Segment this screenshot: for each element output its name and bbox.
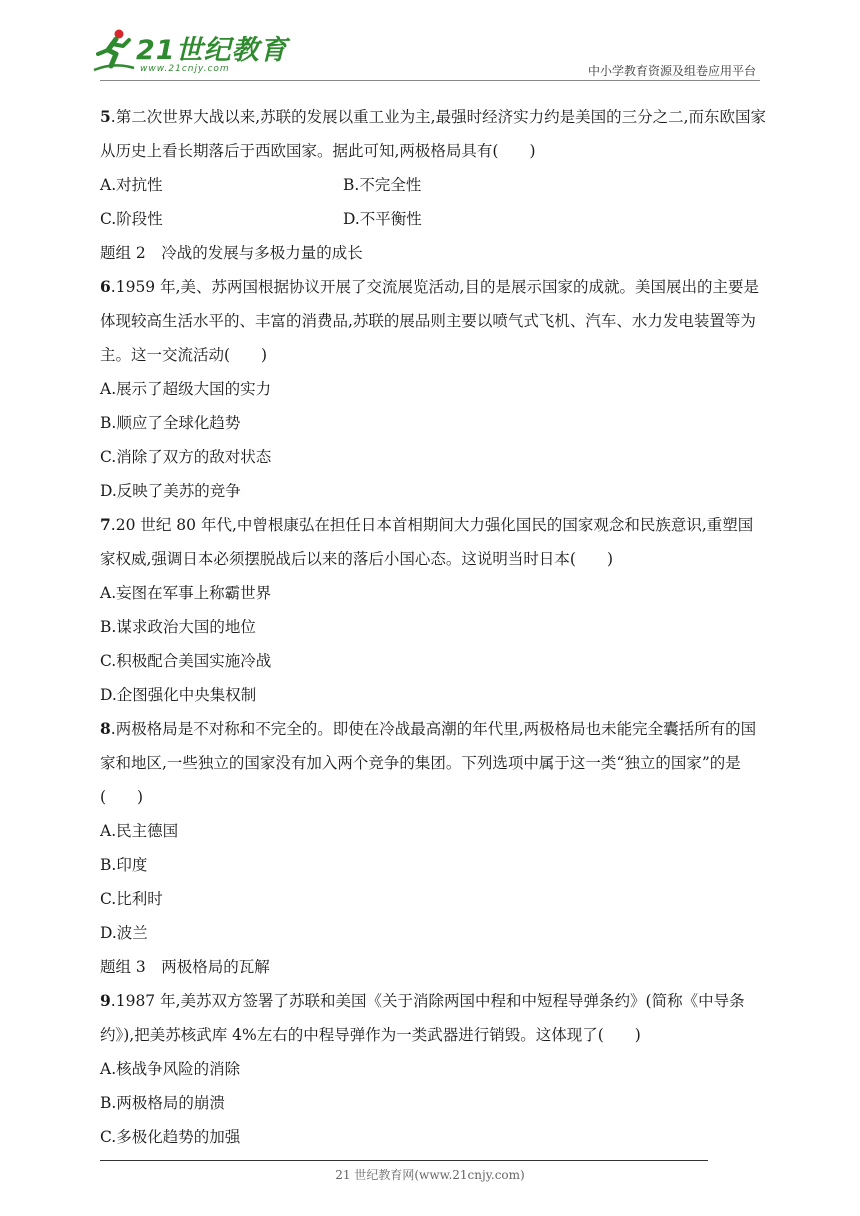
logo-title: 21世纪教育: [136, 35, 288, 66]
site-logo[interactable]: [92, 26, 288, 80]
option-d: D.企图强化中央集权制: [100, 686, 257, 704]
question-8: [100, 712, 768, 950]
option-a: A.核战争风险的消除: [100, 1060, 241, 1078]
option-d: D.反映了美苏的竞争: [100, 482, 241, 500]
option-d: D.不平衡性: [343, 210, 422, 228]
option-b: B.两极格局的崩溃: [100, 1094, 225, 1112]
runner-logo-icon: [92, 28, 136, 74]
option-c: C.积极配合美国实施冷战: [100, 652, 272, 670]
question-number: 8: [100, 719, 111, 738]
platform-name: 中小学教育资源及组卷应用平台: [587, 64, 756, 78]
question-6-stem: [100, 270, 768, 372]
question-6: [100, 270, 768, 508]
options-row: [100, 168, 768, 202]
option-a: A.妄图在军事上称霸世界: [100, 584, 272, 602]
option-b: B.顺应了全球化趋势: [100, 414, 241, 432]
logo-url: www.21cnjy.com: [140, 64, 230, 74]
question-9: [100, 984, 768, 1154]
footer-divider: [100, 1160, 708, 1161]
option-b: B.印度: [100, 856, 148, 874]
question-7-stem: [100, 508, 768, 576]
question-5: [100, 100, 768, 236]
header-divider: [100, 80, 760, 81]
option-d: D.波兰: [100, 924, 148, 942]
question-number: 6: [100, 277, 111, 296]
question-number: 7: [100, 515, 111, 534]
option-c: C.多极化趋势的加强: [100, 1128, 241, 1146]
option-a: A.民主德国: [100, 822, 179, 840]
question-text: .两极格局是不对称和不完全的。即使在冷战最高潮的年代里,两极格局也未能完全囊括所有的国家和地区,一些独立的国家没有加入两个竞争的集团。下列选项中属于这一类“独立的国家”的是( ): [100, 720, 757, 806]
question-7: [100, 508, 768, 712]
option-a: A.对抗性: [100, 176, 163, 194]
question-number: 5: [100, 107, 111, 126]
question-9-stem: [100, 984, 768, 1052]
question-text: .20 世纪 80 年代,中曾根康弘在担任日本首相期间大力强化国民的国家观念和民族意识,重塑国家权威,强调日本必须摆脱战后以来的落后小国心态。这说明当时日本( ): [100, 516, 754, 568]
group-3-heading: 题组 3 两极格局的瓦解: [100, 958, 270, 976]
question-number: 9: [100, 991, 111, 1010]
group-2-heading: 题组 2 冷战的发展与多极力量的成长: [100, 244, 363, 262]
option-a: A.展示了超级大国的实力: [100, 380, 272, 398]
question-8-stem: [100, 712, 768, 814]
question-list: [100, 100, 768, 1154]
question-5-stem: [100, 100, 768, 168]
option-b: B.不完全性: [343, 176, 422, 194]
options-row: [100, 202, 768, 236]
question-text: .1959 年,美、苏两国根据协议开展了交流展览活动,目的是展示国家的成就。美国展出的主要是体现较高生活水平的、丰富的消费品,苏联的展品则主要以喷气式飞机、汽车、水力发电装置等为主。这一交流活动( ): [100, 278, 759, 364]
option-c: C.消除了双方的敌对状态: [100, 448, 272, 466]
page-footer: 21 世纪教育网(www.21cnjy.com): [335, 1168, 525, 1182]
page-header: [0, 0, 860, 90]
option-c: C.阶段性: [100, 210, 163, 228]
question-text: .第二次世界大战以来,苏联的发展以重工业为主,最强时经济实力约是美国的三分之二,而东欧国家从历史上看长期落后于西欧国家。据此可知,两极格局具有( ): [100, 108, 767, 160]
question-text: .1987 年,美苏双方签署了苏联和美国《关于消除两国中程和中短程导弹条约》(简称《中导条约》),把美苏核武库 4%左右的中程导弹作为一类武器进行销毁。这体现了( ): [100, 992, 745, 1044]
option-c: C.比利时: [100, 890, 163, 908]
option-b: B.谋求政治大国的地位: [100, 618, 256, 636]
